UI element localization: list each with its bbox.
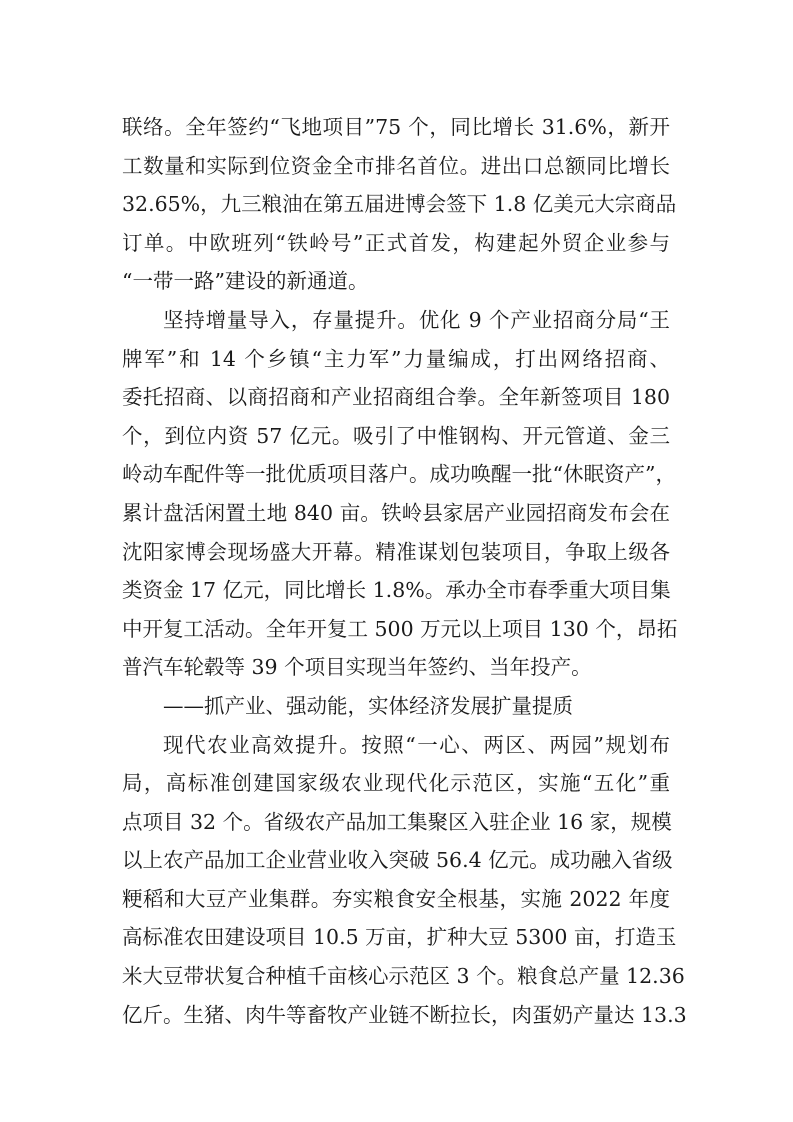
- text-line: 局，高标准创建国家级农业现代化示范区，实施“五化”重: [122, 771, 670, 796]
- text-line: “一带一路”建设的新通道。: [122, 269, 369, 294]
- text-line: 坚持增量导入，存量提升。优化 9 个产业招商分局“王: [163, 307, 670, 332]
- text-line: 累计盘活闲置土地 840 亩。铁岭县家居产业园招商发布会在: [122, 500, 670, 525]
- text-line: 亿斤。生猪、肉牛等畜牧产业链不断拉长，肉蛋奶产量达 13.3: [122, 1002, 687, 1027]
- text-line: 米大豆带状复合种植千亩核心示范区 3 个。粮食总产量 12.36: [122, 964, 685, 989]
- text-line: 以上农产品加工企业营业收入突破 56.4 亿元。成功融入省级: [122, 848, 673, 873]
- text-line: 联络。全年签约“飞地项目”75 个，同比增长 31.6%，新开: [122, 115, 670, 139]
- section-heading: [122, 687, 670, 726]
- text-line: 个，到位内资 57 亿元。吸引了中惟钢构、开元管道、金三: [122, 423, 670, 448]
- paragraph-continuation: [122, 108, 677, 301]
- text-line: 工数量和实际到位资金全市排名首位。进出口总额同比增长: [122, 153, 670, 178]
- heading-text: ——抓产业、强动能，实体经济发展扩量提质: [163, 693, 573, 718]
- text-line: 牌军”和 14 个乡镇“主力军”力量编成，打出网络招商、: [122, 346, 670, 371]
- text-line: 现代农业高效提升。按照“一心、两区、两园”规划布: [163, 732, 670, 757]
- text-line: 普汽车轮毂等 39 个项目实现当年签约、当年投产。: [122, 655, 592, 680]
- paragraph-investment: [122, 301, 678, 687]
- paragraph-agriculture: [122, 726, 687, 1035]
- text-line: 类资金 17 亿元，同比增长 1.8%。承办全市春季重大项目集: [122, 578, 671, 603]
- text-line: 岭动车配件等一批优质项目落户。成功唤醒一批“休眠资产”，: [122, 462, 676, 487]
- text-line: 点项目 32 个。省级农产品加工集聚区入驻企业 16 家，规模: [122, 809, 672, 834]
- text-line: 32.65%，九三粮油在第五届进博会签下 1.8 亿美元大宗商品: [122, 192, 677, 217]
- text-line: 订单。中欧班列“铁岭号”正式首发，构建起外贸企业参与: [122, 230, 670, 255]
- text-line: 沈阳家博会现场盛大开幕。精准谋划包装项目，争取上级各: [122, 539, 670, 564]
- text-line: 委托招商、以商招商和产业招商组合拳。全年新签项目 180: [122, 385, 670, 410]
- text-line: 粳稻和大豆产业集群。夯实粮食安全根基，实施 2022 年度: [122, 886, 670, 911]
- text-line: 高标准农田建设项目 10.5 万亩，扩种大豆 5300 亩，打造玉: [122, 925, 677, 950]
- text-line: 中开复工活动。全年开复工 500 万元以上项目 130 个，昂拓: [122, 616, 678, 641]
- document-page: [122, 108, 687, 1034]
